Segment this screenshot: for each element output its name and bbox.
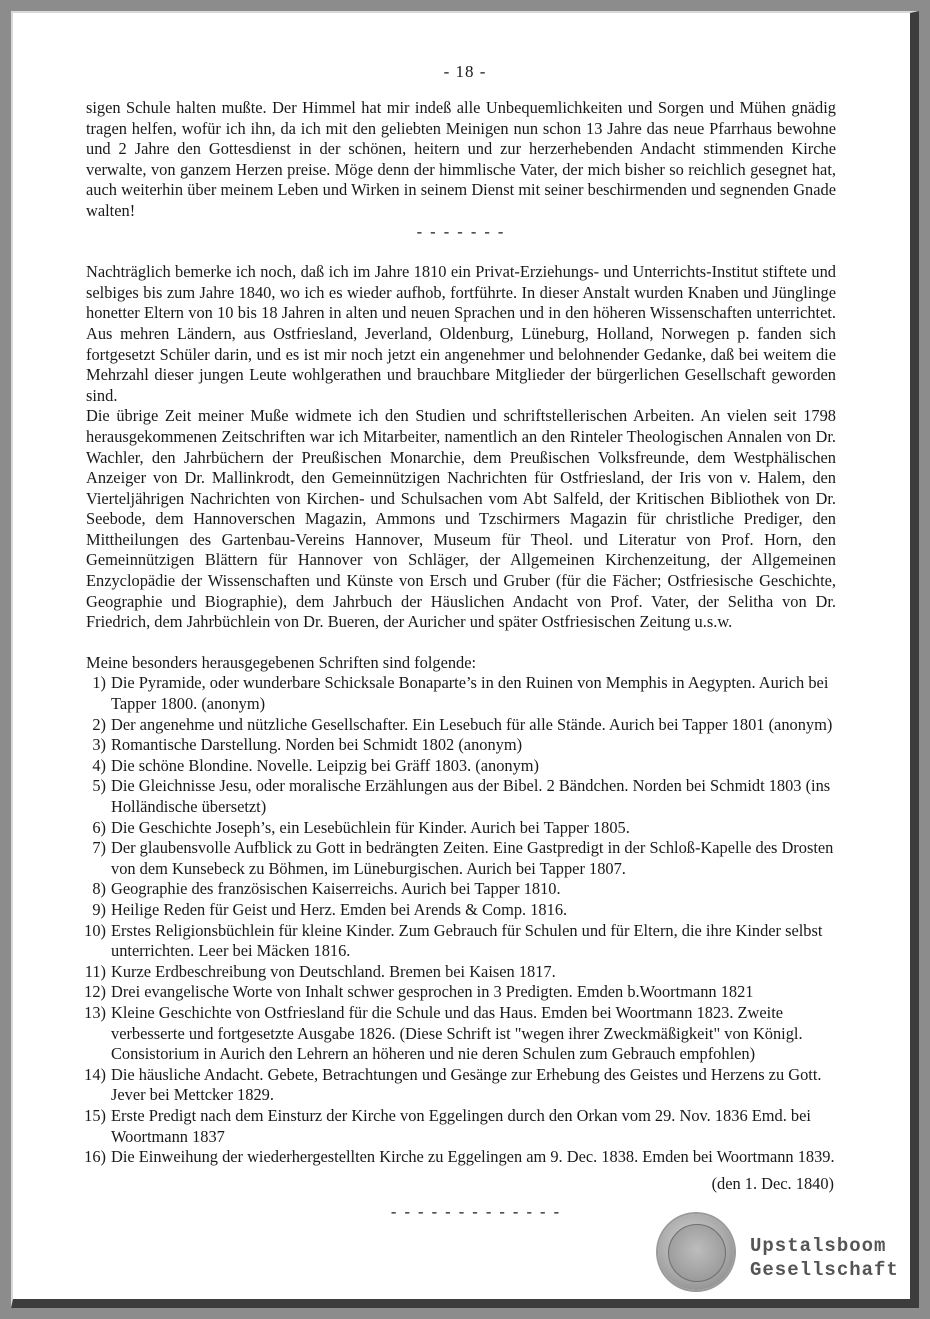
watermark-text: [750, 1234, 899, 1282]
list-text: Kleine Geschichte von Ostfriesland für die Schule und das Haus. Emden bei Woortmann 1823. Zweite verbesserte und fortgesetzte Ausgabe 1826. (Diese Schrift ist "wegen ihrer Zweckmäßigkeit" von Königl. Consistorium in Aurich den Lehrern an höheren und nie deren Schulen zum Gebrauch empfohlen): [111, 1002, 803, 1064]
list-number: 12): [84, 982, 106, 1002]
list-text: Romantische Darstellung. Norden bei Schmidt 1802 (anonym): [111, 735, 523, 755]
list-number: 15): [84, 1105, 106, 1125]
list-text: Der glaubensvolle Aufblick zu Gott in bedrängten Zeiten. Eine Gastpredigt in der Schloß-Kapelle des Drosten von dem Kunsebeck zu Böhmen, im Lüneburgischen. Aurich bei Tapper 1807.: [111, 838, 834, 878]
list-number: 11): [84, 961, 106, 981]
list-item: [86, 715, 836, 736]
seal-emblem: [668, 1224, 726, 1282]
list-item: [86, 982, 836, 1003]
list-item: [86, 1065, 836, 1106]
seal-icon: [658, 1214, 734, 1290]
list-number: 14): [84, 1064, 106, 1084]
list-number: 9): [92, 899, 106, 919]
list-item: [86, 1147, 836, 1168]
list-text: Geographie des französischen Kaiserreichs. Aurich bei Tapper 1810.: [111, 879, 561, 899]
list-text: Erstes Religionsbüchlein für kleine Kinder. Zum Gebrauch für Schulen und für Eltern, die ihre Kinder selbst unterrichten. Leer bei Mäcken 1816.: [111, 920, 823, 961]
works-list: [86, 673, 836, 1167]
list-number: 2): [92, 714, 106, 734]
list-text: Der angenehme und nützliche Gesellschafter. Ein Lesebuch für alle Stände. Aurich bei Tapper 1801 (anonym): [111, 714, 833, 734]
list-number: 4): [92, 755, 106, 775]
document-body: [86, 98, 836, 1223]
separator-2: - - - - - - - - - - - - -: [390, 1202, 562, 1222]
paragraph-1: sigen Schule halten mußte. Der Himmel hat mir indeß alle Unbequemlichkeiten und Sorgen und Mühen gnädig tragen helfen, wofür ich ihn, da ich mit den geliebten Meinigen nun schon 13 Jahre das neue Pfarrhaus bewohne und 2 Jahre den Gottesdienst in der schönen, heitern und zur herzerhebenden Andacht stimmenden Kirche verwalte, von ganzem Herzen preise. Möge denn der himmlische Vater, der mich bisher so reichlich gesegnet hat, auch weiterhin über meinem Leben und Wirken in seinem Dienst mit seiner beschirmenden und segnenden Gnade walten!: [86, 98, 836, 220]
list-number: 1): [92, 673, 106, 693]
list-item: [86, 818, 836, 839]
list-number: 3): [92, 735, 106, 755]
list-text: Die schöne Blondine. Novelle. Leipzig bei Gräff 1803. (anonym): [111, 755, 540, 775]
list-text: Die Gleichnisse Jesu, oder moralische Erzählungen aus der Bibel. 2 Bändchen. Norden bei Schmidt 1803 (ins Holländische übersetzt): [111, 776, 831, 816]
list-number: 16): [84, 1147, 106, 1167]
paragraph-3: Die übrige Zeit meiner Muße widmete ich den Studien und schriftstellerischen Arbeiten. An vielen seit 1798 herausgekommenen Zeitschriften war ich Mitarbeiter, namentlich an den Rinteler Theologischen Annalen von Dr. Wachler, den Jahrbüchern der Preußischen Monarchie, dem Preußischen Volksfreunde, dem Westphälischen Anzeiger von Dr. Mallinkrodt, den Gemeinnützigen Nachrichten für Ostfriesland, der Iris von v. Halem, den Vierteljährigen Nachrichten von Kirchen- und Schulsachen vom Abt Salfeld, der Kritischen Bibliothek von Dr. Seebode, dem Hannoverschen Magazin, Ammons und Tzschirmers Magazin für christliche Prediger, den Mittheilungen des Gartenbau-Vereins Hannover, Museum für Theol. und Literatur von Prof. Horn, den Gemeinnützigen Blättern für Hannover von Schläger, der Allgemeinen Kirchenzeitung, der Allgemeinen Enzyclopädie der Wissenschaften und Künste von Ersch und Gruber (für die Fächer; Ostfriesische Geschichte, Geographie und Biographie), dem Jahrbuch der Häuslichen Andacht von Prof. Vater, der Selitha von Dr. Friedrich, dem Jahrbüchlein von Dr. Bueren, der Auricher und später Ostfriesischen Zeitung u.s.w.: [86, 406, 836, 632]
list-item: [86, 735, 836, 756]
list-number: 8): [92, 879, 106, 899]
list-item: [86, 921, 836, 962]
list-number: 13): [84, 1002, 106, 1022]
paragraph-2: Nachträglich bemerke ich noch, daß ich im Jahre 1810 ein Privat-Erziehungs- und Unterrichts-Institut stiftete und selbiges bis zum Jahre 1840, wo ich es wieder aufhob, fortführte. In dieser Anstalt wurden Knaben und Jünglinge honetter Eltern von 10 bis 18 Jahren in alten und neuen Sprachen und in den höheren Wissenschaften unterrichtet. Aus mehren Ländern, aus Ostfriesland, Jeverland, Oldenburg, Lüneburg, Holland, Norwegen p. fanden sich fortgesetzt Schüler darin, und es ist mir noch jetzt ein angenehmer und belohnender Gedanke, daß bei weitem die Mehrzahl dieser jungen Leute wohlgerathen und brauchbare Mitglieder der bürgerlichen Gesellschaft geworden sind.: [86, 262, 836, 405]
list-number: 7): [92, 838, 106, 858]
list-text: Die Geschichte Joseph’s, ein Lesebüchlein für Kinder. Aurich bei Tapper 1805.: [111, 817, 630, 837]
list-item: [86, 879, 836, 900]
list-text: Kurze Erdbeschreibung von Deutschland. Bremen bei Kaisen 1817.: [111, 961, 556, 981]
list-number: 5): [92, 776, 106, 796]
list-text: Die Einweihung der wiederhergestellten Kirche zu Eggelingen am 9. Dec. 1838. Emden bei Woortmann 1839.: [111, 1147, 835, 1167]
list-number: 10): [84, 920, 106, 940]
list-text: Die häusliche Andacht. Gebete, Betrachtungen und Gesänge zur Erhebung des Geistes und Herzens zu Gott. Jever bei Mettcker 1829.: [111, 1064, 822, 1105]
list-item: [86, 673, 836, 714]
list-item: [86, 1003, 836, 1065]
list-item: [86, 962, 836, 983]
closing-date: (den 1. Dec. 1840): [711, 1173, 834, 1193]
list-text: Die Pyramide, oder wunderbare Schicksale Bonaparte’s in den Ruinen von Memphis in Aegypten. Aurich bei Tapper 1800. (anonym): [111, 673, 829, 714]
list-number: 6): [92, 817, 106, 837]
page-number: - 18 -: [443, 62, 487, 81]
list-text: Drei evangelische Worte von Inhalt schwer gesprochen in 3 Predigten. Emden b.Woortmann 1821: [111, 982, 754, 1002]
list-item: [86, 900, 836, 921]
watermark-line-2: Gesellschaft: [750, 1259, 899, 1281]
separator-1: - - - - - - -: [416, 221, 506, 241]
list-text: Erste Predigt nach dem Einsturz der Kirche von Eggelingen durch den Orkan vom 29. Nov. 1836 Emd. bei Woortmann 1837: [111, 1105, 811, 1146]
list-text: Heilige Reden für Geist und Herz. Emden bei Arends & Comp. 1816.: [111, 899, 568, 919]
list-item: [86, 1106, 836, 1147]
list-item: [86, 838, 836, 879]
list-item: [86, 756, 836, 777]
watermark-line-1: Upstalsboom: [750, 1235, 887, 1257]
list-item: [86, 776, 836, 817]
works-intro: Meine besonders herausgegebenen Schriften sind folgende:: [86, 652, 477, 672]
